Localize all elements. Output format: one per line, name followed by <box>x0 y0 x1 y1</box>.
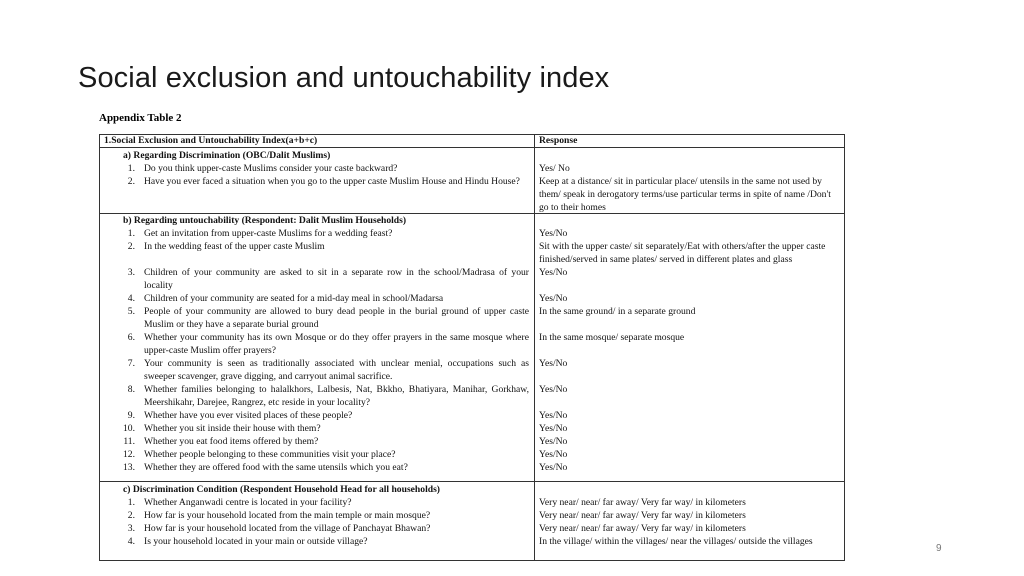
question-text: People of your community are allowed to bury dead people in the burial ground of upper caste Muslim or they have a separate burial ground <box>144 306 529 330</box>
question-text: Whether Anganwadi centre is located in your facility? <box>144 497 352 508</box>
question-text: In the wedding feast of the upper caste Muslim <box>144 241 325 252</box>
column-divider <box>534 135 535 560</box>
row-number: 4. <box>127 536 135 547</box>
response-text: Yes/No <box>539 358 568 369</box>
row-number: 4. <box>127 293 135 304</box>
response-text: Yes/No <box>539 436 568 447</box>
section-heading-a: a) Regarding Discrimination (OBC/Dalit Muslims) <box>123 150 331 161</box>
response-text: Yes/No <box>539 267 568 278</box>
slide-title: Social exclusion and untouchability index <box>78 62 610 94</box>
response-text: Very near/ near/ far away/ Very far way/ in kilometers <box>539 497 746 508</box>
response-text: Yes/No <box>539 449 568 460</box>
row-number: 5. <box>127 306 135 317</box>
row-number: 1. <box>127 228 135 239</box>
row-number: 7. <box>127 358 135 369</box>
table-header-right: Response <box>539 135 578 146</box>
row-number: 11. <box>123 436 135 447</box>
response-text: Very near/ near/ far away/ Very far way/ in kilometers <box>539 510 746 521</box>
row-number: 2. <box>127 510 135 521</box>
question-text: Whether people belonging to these communities visit your place? <box>144 449 396 460</box>
question-text: Children of your community are seated for a mid-day meal in school/Madarsa <box>144 293 444 304</box>
response-text: In the same mosque/ separate mosque <box>539 332 685 343</box>
response-text: Yes/ No <box>539 163 570 174</box>
question-text: Have you ever faced a situation when you go to the upper caste Muslim House and Hindu House? <box>144 176 520 187</box>
row-number: 9. <box>127 410 135 421</box>
row-number: 6. <box>127 332 135 343</box>
table-header-left: 1.Social Exclusion and Untouchability Index(a+b+c) <box>104 135 318 146</box>
question-text: Get an invitation from upper-caste Muslims for a wedding feast? <box>144 228 393 239</box>
response-text: Yes/No <box>539 228 568 239</box>
row-number: 10. <box>123 423 135 434</box>
response-text: Yes/No <box>539 423 568 434</box>
row-number: 1. <box>127 497 135 508</box>
question-text: How far is your household located from the village of Panchayat Bhawan? <box>144 523 431 534</box>
response-text: Very near/ near/ far away/ Very far way/ in kilometers <box>539 523 746 534</box>
row-number: 2. <box>127 176 135 187</box>
response-text: Keep at a distance/ sit in particular place/ utensils in the same not used by them/ speak in derogatory terms/use particular terms in spite of name /Don't go to their homes <box>539 176 831 213</box>
question-text: Whether you sit inside their house with them? <box>144 423 321 434</box>
response-text: In the village/ within the villages/ near the villages/ outside the villages <box>539 536 813 547</box>
index-table <box>99 134 845 561</box>
question-text: Is your household located in your main or outside village? <box>144 536 368 547</box>
response-text: Yes/No <box>539 384 568 395</box>
question-text: How far is your household located from the main temple or main mosque? <box>144 510 431 521</box>
section-heading-b: b) Regarding untouchability (Respondent: Dalit Muslim Households) <box>123 215 407 226</box>
row-number: 13. <box>123 462 135 473</box>
row-number: 3. <box>127 267 135 278</box>
page-number: 9 <box>936 543 942 554</box>
row-number: 2. <box>127 241 135 252</box>
appendix-label: Appendix Table 2 <box>99 112 182 124</box>
question-text: Whether you eat food items offered by them? <box>144 436 319 447</box>
question-text: Your community is seen as traditionally associated with unclear menial, occupations such as sweeper scavenger, grave digging, and carryout animal sacrifice. <box>144 358 529 382</box>
response-text: Yes/No <box>539 293 568 304</box>
section-heading-c: c) Discrimination Condition (Respondent Household Head for all households) <box>123 484 440 495</box>
row-number: 3. <box>127 523 135 534</box>
row-number: 12. <box>123 449 135 460</box>
response-text: Sit with the upper caste/ sit separately/Eat with others/after the upper caste finished/served in same plates/ served in different plates and glass <box>539 241 826 265</box>
row-number: 1. <box>127 163 135 174</box>
question-text: Whether families belonging to halalkhors, Lalbesis, Nat, Bkkho, Bhatiyara, Manihar, Gorkhaw, Meershikahr, Darejee, Rangrez, etc reside in your locality? <box>144 384 529 408</box>
question-text: Whether they are offered food with the same utensils which you eat? <box>144 462 408 473</box>
question-text: Children of your community are asked to sit in a separate row in the school/Madrasa of your locality <box>144 267 529 291</box>
question-text: Whether have you ever visited places of these people? <box>144 410 353 421</box>
row-number: 8. <box>127 384 135 395</box>
response-text: Yes/No <box>539 462 568 473</box>
section-divider-b <box>100 481 844 482</box>
question-text: Whether your community has its own Mosque or do they offer prayers in the same mosque where upper-caste Muslim offer prayers? <box>144 332 529 356</box>
question-text: Do you think upper-caste Muslims consider your caste backward? <box>144 163 398 174</box>
response-text: In the same ground/ in a separate ground <box>539 306 696 317</box>
response-text: Yes/No <box>539 410 568 421</box>
